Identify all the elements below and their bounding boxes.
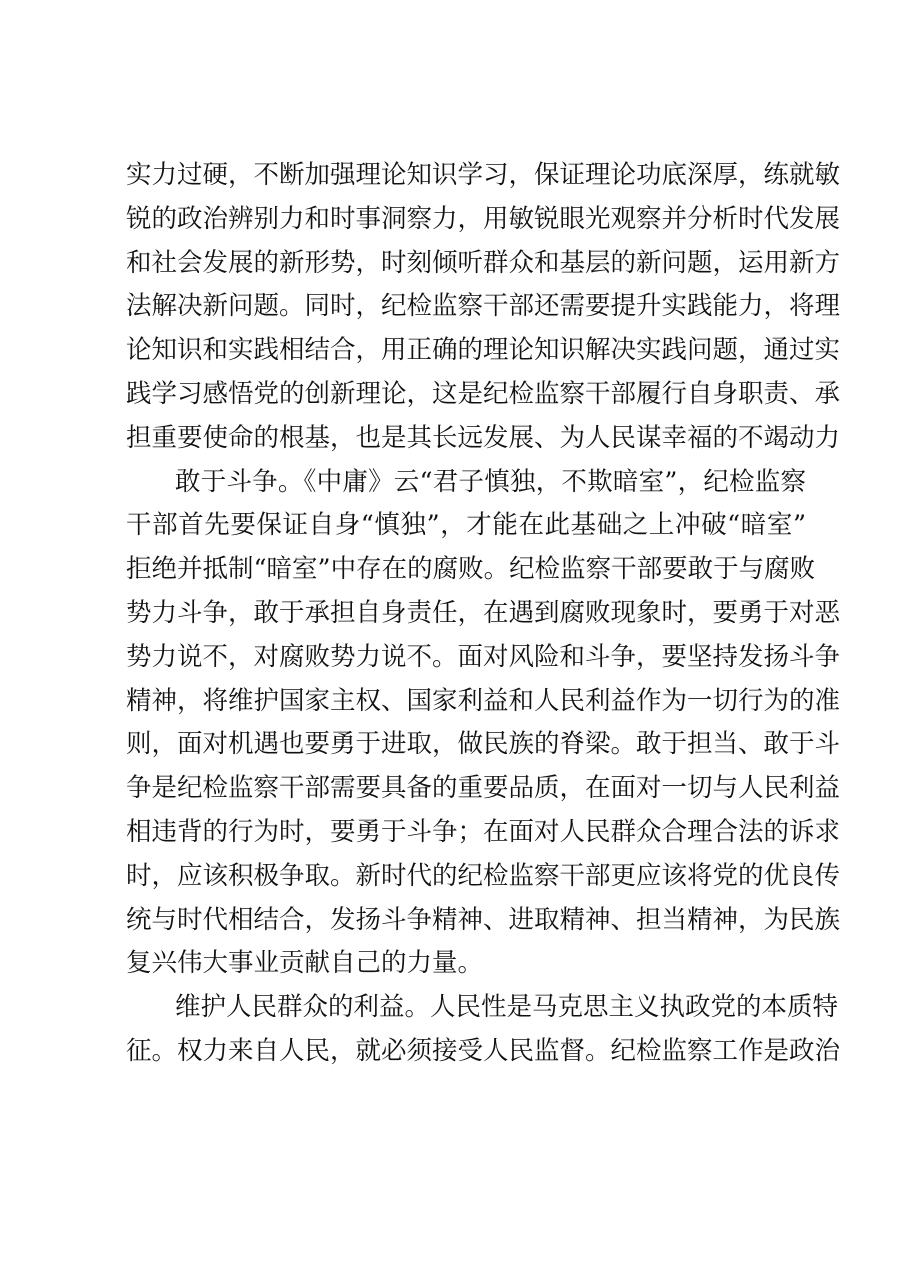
text-line: 拒绝并抵制“暗室”中存在的腐败。纪检监察干部要敢于与腐败 <box>126 554 816 585</box>
text-line: 势力斗争，敢于承担自身责任，在遇到腐败现象时，要勇于对恶 <box>126 597 841 628</box>
text-line: 精神，将维护国家主权、国家利益和人民利益作为一切行为的准 <box>126 685 841 716</box>
text-line: 争是纪检监察干部需要具备的重要品质，在面对一切与人民利益 <box>126 773 841 804</box>
text-line: 践学习感悟党的创新理论，这是纪检监察干部履行自身职责、承 <box>126 378 841 409</box>
text-line: 担重要使命的根基，也是其长远发展、为人民谋幸福的不竭动力 <box>126 422 841 453</box>
text-line: 相违背的行为时，要勇于斗争；在面对人民群众合理合法的诉求 <box>126 816 841 847</box>
text-line: 势力说不，对腐败势力说不。面对风险和斗争，要坚持发扬斗争 <box>126 641 841 672</box>
text-line: 论知识和实践相结合，用正确的理论知识解决实践问题，通过实 <box>126 335 841 366</box>
body-text <box>126 154 841 1074</box>
text-line: 则，面对机遇也要勇于进取，做民族的脊梁。敢于担当、敢于斗 <box>126 729 841 760</box>
paragraph-first-line: 维护人民群众的利益。人民性是马克思主义执政党的本质特 <box>175 992 839 1023</box>
text-line: 和社会发展的新形势，时刻倾听群众和基层的新问题，运用新方 <box>126 247 841 278</box>
text-line: 锐的政治辨别力和时事洞察力，用敏锐眼光观察并分析时代发展 <box>126 203 841 234</box>
text-line: 统与时代相结合，发扬斗争精神、进取精神、担当精神，为民族 <box>126 904 841 935</box>
paragraph-first-line: 敢于斗争。《中庸》云“君子慎独，不欺暗室”，纪检监察 <box>175 466 806 497</box>
text-line: 时，应该积极争取。新时代的纪检监察干部更应该将党的优良传 <box>126 860 841 891</box>
text-line: 征。权力来自人民，就必须接受人民监督。纪检监察工作是政治 <box>126 1035 841 1066</box>
text-line: 复兴伟大事业贡献自己的力量。 <box>126 948 484 979</box>
text-line: 法解决新问题。同时，纪检监察干部还需要提升实践能力，将理 <box>126 291 841 322</box>
text-line: 干部首先要保证自身“慎独”，才能在此基础之上冲破“暗室” <box>126 510 806 541</box>
text-line: 实力过硬，不断加强理论知识学习，保证理论功底深厚，练就敏 <box>126 160 841 190</box>
